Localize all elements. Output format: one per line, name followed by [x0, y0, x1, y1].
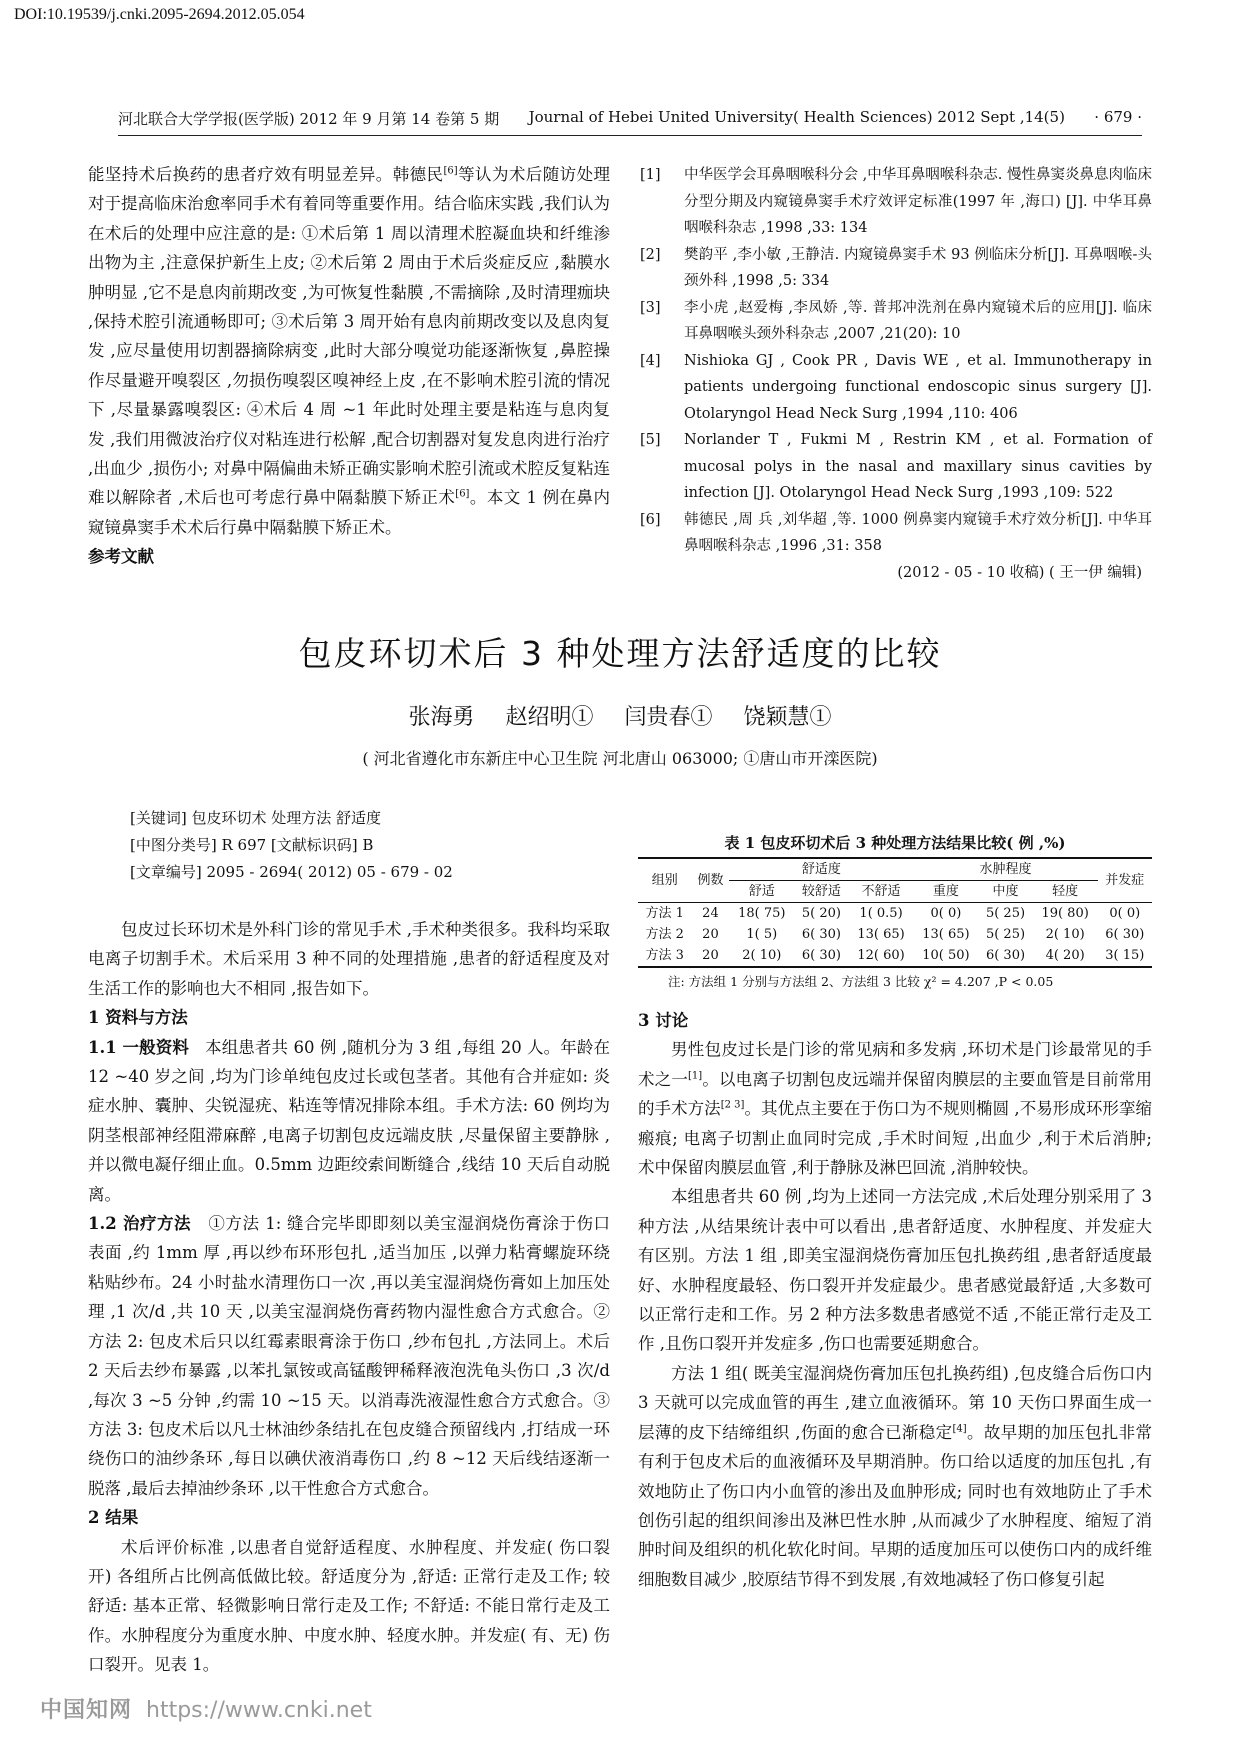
citation[interactable]: [4]: [952, 1423, 967, 1435]
prev-article-body: [88, 160, 610, 572]
page-number: · 679 ·: [1094, 108, 1142, 126]
citation[interactable]: [1]: [687, 1070, 703, 1082]
reference-item: [4] Nishioka GJ , Cook PR , Davis WE , et al. Immunotherapy in patients undergoing functional endoscopic sinus surgery [J]. Otolaryngol Head Neck Surg ,1994 ,110: 406: [640, 352, 1152, 422]
section-heading: 2 结果: [88, 1508, 139, 1528]
section-heading: 3 讨论: [638, 1011, 689, 1030]
table-row: 方法 1 24 18( 75) 5( 20) 1( 0.5) 0( 0) 5( 25) 19( 80) 0( 0): [638, 903, 1152, 925]
doi-line: DOI:10.19539/j.cnki.2095-2694.2012.05.054: [14, 6, 305, 23]
table-header: 并发症: [1098, 858, 1152, 903]
table-header: 组别: [638, 858, 692, 903]
cnki-logo: 中国知网: [40, 1698, 133, 1723]
article-affiliation: ( 河北省遵化市东新庄中心卫生院 河北唐山 063000; ①唐山市开滦医院): [362, 749, 878, 768]
table-subheader: 不舒适: [861, 884, 901, 899]
results-table: [638, 857, 1152, 968]
section-heading: 1 资料与方法: [88, 1008, 188, 1028]
table-subheader: 中度: [992, 884, 1019, 899]
table-subheader: 较舒适: [801, 884, 841, 899]
citation[interactable]: [2 3]: [720, 1099, 745, 1111]
paragraph: 男性包皮过长是门诊的常见病和多发病 ,环切术是门诊最常见的手术之一[1]。以电离子切割包皮远端并保留肉膜层的主要血管是目前常用的手术方法[2 3]。其优点主要在于伤口为不规则椭圆 ,不易形成环形挛缩瘢痕; 电离子切割止血同时完成 ,手术时间短 ,出血少 ,利于术后消肿; 术中保留肉膜层血管 ,利于静脉及淋巴回流 ,消肿较快。: [638, 1040, 1153, 1178]
reference-item: [5] Norlander T , Fukmi M , Restrin KM , et al. Formation of mucosal polys in the nasal and maxillary sinus cavities by infection [J]. Otolaryngol Head Neck Surg ,1993 ,109: 522: [640, 432, 1152, 501]
table-header: 水肿程度: [913, 858, 1097, 881]
table-note: 注: 方法组 1 分别与方法组 2、方法组 3 比较 χ² = 4.207 ,P < 0.05: [668, 974, 1054, 989]
running-head: [118, 108, 1142, 136]
references-list: [640, 162, 1152, 586]
received-note: (2012 - 05 - 10 收稿) ( 王一伊 编辑): [897, 564, 1142, 581]
paragraph: 1.2 治疗方法 ①方法 1: 缝合完毕即即刻以美宝湿润烧伤膏涂于伤口表面 ,约 1mm 厚 ,再以纱布环形包扎 ,适当加压 ,以弹力粘膏螺旋环绕粘贴纱布。24 小时盐水清理伤口一次 ,再以美宝湿润烧伤膏如上加压处理 ,1 次/d ,共 10 天 ,以美宝湿润烧伤膏药物内湿性愈合方式愈合。②方法 2: 包皮术后只以红霉素眼膏涂于伤口 ,纱布包扎 ,方法同上。术后 2 天后去纱布暴露 ,以苯扎氯铵或高锰酸钾稀释液泡洗龟头伤口 ,3 次/d ,每次 3 ~5 分钟 ,约需 10 ~15 天。以消毒洗液湿性愈合方式愈合。③方法 3: 包皮术后以凡士林油纱条结扎在包皮缝合预留线内 ,打结成一环绕伤口的油纱条环 ,每日以碘伏液消毒伤口 ,约 8 ~12 天后线结逐渐一脱落 ,最后去掉油纱条环 ,以干性愈合方式愈合。: [88, 1214, 610, 1498]
clc-number: [中图分类号] R 697 [文献标识码] B: [130, 836, 374, 854]
reference-item: [3] 李小虎 ,赵爱梅 ,李凤娇 ,等. 普邦冲洗剂在鼻内窥镜术后的应用[J]. 临床耳鼻咽喉头颈外科杂志 ,2007 ,21(20): 10: [640, 299, 1152, 342]
table-row: 方法 2 20 1( 5) 6( 30) 13( 65) 13( 65) 5( 25) 2( 10) 6( 30): [645, 927, 1145, 942]
paragraph: 1.1 一般资料 本组患者共 60 例 ,随机分为 3 组 ,每组 20 人。年龄在 12 ~40 岁之间 ,均为门诊单纯包皮过长或包茎者。其他有合并症如: 炎症水肿、囊肿、尖锐湿疣、粘连等情况排除本组。手术方法: 60 例均为阴茎根部神经阻滞麻醉 ,电离子切割包皮远端皮肤 ,尽量保留主要静脉 ,并以微电凝仔细止血。0.5mm 边距绞索间断缝合 ,线结 10 天后自动脱离。: [88, 1037, 610, 1204]
reference-item: [1] 中华医学会耳鼻咽喉科分会 ,中华耳鼻咽喉科杂志. 慢性鼻窦炎鼻息肉临床分型分期及内窥镜鼻窦手术疗效评定标准(1997 年 ,海口) [J]. 中华耳鼻咽喉科杂志 ,1998 ,33: 134: [640, 167, 1152, 236]
article-number: [文章编号] 2095 - 2694( 2012) 05 - 679 - 02: [130, 863, 453, 881]
table-subheader: 轻度: [1052, 884, 1079, 899]
intro-paragraph: 包皮过长环切术是外科门诊的常见手术 ,手术种类很多。我科均采取电离子切割手术。术后采用 3 种不同的处理措施 ,患者的舒适程度及对生活工作的影响也大不相同 ,报告如下。: [88, 920, 610, 998]
article-right-column: [638, 1006, 1152, 1594]
results-table-block: [638, 832, 1152, 990]
cnki-watermark: [40, 1693, 372, 1724]
keywords: [关键词] 包皮环切术 处理方法 舒适度: [130, 809, 382, 827]
article-authors: 张海勇 赵绍明① 闫贵春① 饶颖慧①: [408, 705, 832, 730]
article-title: 包皮环切术后 3 种处理方法舒适度的比较: [298, 634, 942, 673]
journal-en: Journal of Hebei United University( Health Sciences) 2012 Sept ,14(5): [528, 108, 1065, 126]
citation[interactable]: [6]: [443, 165, 458, 177]
table-header: 舒适度: [729, 858, 913, 881]
cnki-url[interactable]: https://www.cnki.net: [146, 1698, 372, 1723]
reference-item: [6] 韩德民 ,周 兵 ,刘华超 ,等. 1000 例鼻窦内窥镜手术疗效分析[J]. 中华耳鼻咽喉科杂志 ,1996 ,31: 358: [640, 511, 1152, 554]
table-header: 例数: [692, 858, 730, 903]
paragraph: 方法 1 组( 既美宝湿润烧伤膏加压包扎换药组) ,包皮缝合后伤口内 3 天就可以完成血管的再生 ,建立血液循环。第 10 天伤口界面生成一层薄的皮下结缔组织 ,伤面的愈合已渐稳定[4]。故早期的加压包扎非常有利于包皮术后的血液循环及早期消肿。伤口给以适度的加压包扎 ,有效地防止了伤口内小血管的渗出及血肿形成; 同时也有效地防止了手术创伤引起的组织间渗出及淋巴性水肿 ,从而减少了水肿程度、缩短了消肿时间及组织的机化软化时间。早期的适度加压可以使伤口内的成纤维细胞数目减少 ,胶原结节得不到发展 ,有效地减轻了伤口修复引起: [638, 1363, 1152, 1589]
paragraph: 本组患者共 60 例 ,均为上述同一方法完成 ,术后处理分别采用了 3 种方法 ,从结果统计表中可以看出 ,患者舒适度、水肿程度、并发症大有区别。方法 1 组 ,即美宝湿润烧伤膏加压包扎换药组 ,患者舒适度最好、水肿程度最轻、伤口裂开并发症最少。患者感觉最舒适 ,大多数可以正常行走和工作。另 2 种方法多数患者感觉不适 ,不能正常行走及工作 ,且伤口裂开并发症多 ,伤口也需要延期愈合。: [638, 1187, 1152, 1354]
prev-paragraph: 能坚持术后换药的患者疗效有明显差异。韩德民[6]等认为术后随访处理对于提高临床治愈率同手术有着同等重要作用。结合临床实践 ,我们认为在术后的处理中应注意的是: ①术后第 1 周以清理术腔凝血块和纤维渗出物为主 ,注意保护新生上皮; ②术后第 2 周由于术后炎症反应 ,黏膜水肿明显 ,它不是息肉前期改变 ,为可恢复性黏膜 ,不需摘除 ,及时清理痂块 ,保持术腔引流通畅即可; ③术后第 3 周开始有息肉前期改变以及息肉复发 ,应尽量使用切割器摘除病变 ,此时大部分嗅觉功能逐渐恢复 ,鼻腔操作尽量避开嗅裂区 ,勿损伤嗅裂区嗅神经上皮 ,在不影响术腔引流的情况下 ,尽量暴露嗅裂区: ④术后 4 周 ~1 年此时处理主要是粘连与息肉复发 ,我们用微波治疗仪对粘连进行松解 ,配合切割器对复发息肉进行治疗 ,出血少 ,损伤小; 对鼻中隔偏曲未矫正确实影响术腔引流或术腔反复粘连难以解除者 ,术后也可考虑行鼻中隔黏膜下矫正术[6]。本文 1 例在鼻内窥镜鼻窦手术术后行鼻中隔黏膜下矫正术。: [88, 165, 611, 537]
table-caption: 表 1 包皮环切术后 3 种处理方法结果比较( 例 ,%): [724, 834, 1066, 852]
table-subheader: 重度: [932, 884, 959, 899]
citation[interactable]: [6]: [455, 488, 470, 500]
table-subheader: 舒适: [748, 884, 775, 899]
reference-item: [2] 樊韵平 ,李小敏 ,王静洁. 内窥镜鼻窦手术 93 例临床分析[J]. 耳鼻咽喉-头颈外科 ,1998 ,5: 334: [640, 246, 1152, 289]
table-row: 方法 3 20 2( 10) 6( 30) 12( 60) 10( 50) 6( 30) 4( 20) 3( 15): [638, 945, 1152, 967]
article-left-column: [88, 915, 610, 1680]
paragraph: 术后评价标准 ,以患者自觉舒适程度、水肿程度、并发症( 伤口裂开) 各组所占比例高低做比较。舒适度分为 ,舒适: 正常行走及工作; 较舒适: 基本正常、轻微影响日常行走及工作; 不舒适: 不能日常行走及工作。水肿程度分为重度水肿、中度水肿、轻度水肿。并发症( 有、无) 伤口裂开。见表 1。: [88, 1537, 610, 1675]
keywords-block: [130, 805, 610, 886]
references-heading: 参考文献: [88, 547, 154, 567]
journal-cn: 河北联合大学学报(医学版) 2012 年 9 月第 14 卷第 5 期: [118, 110, 500, 128]
